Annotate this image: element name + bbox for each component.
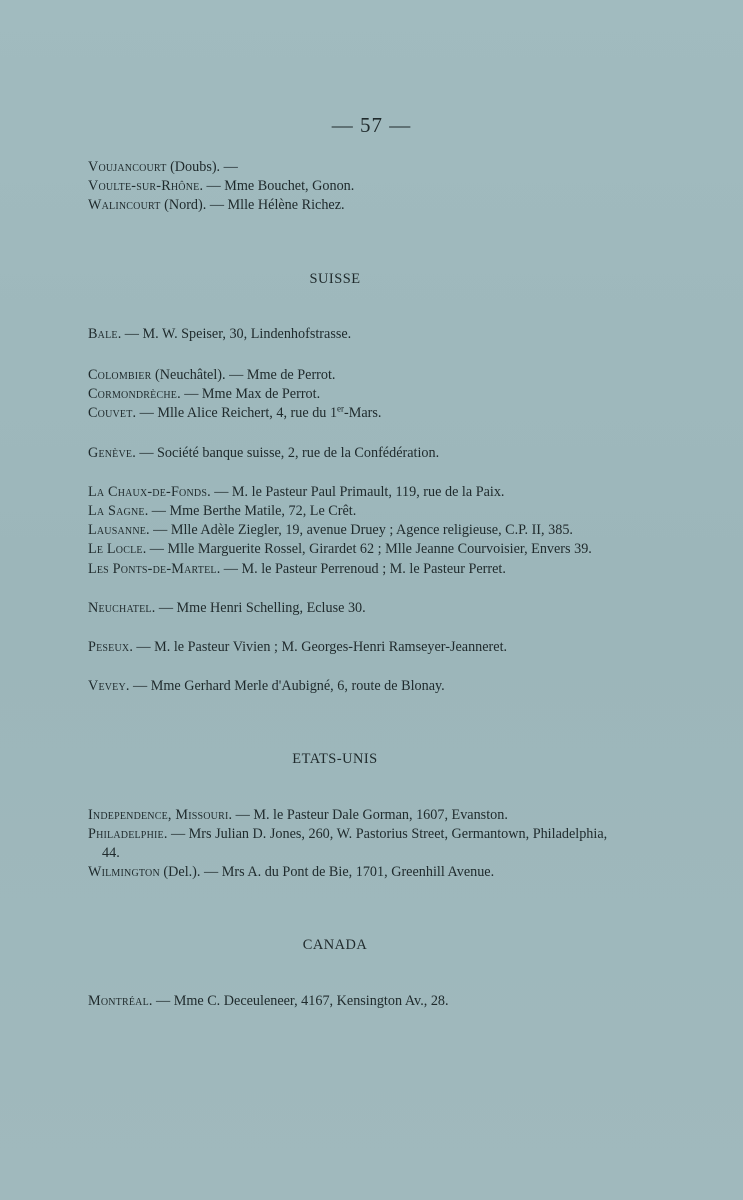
entry-text: (Doubs). — [166, 159, 238, 175]
place-name: Vevey [88, 678, 126, 695]
list-item [88, 540, 618, 559]
list-item [88, 863, 618, 882]
place-name: Couvet [88, 405, 133, 422]
entry-text: (Nord). — Mlle Hélène Richez. [160, 197, 345, 214]
entry-text: . — Mme C. Deceuleneer, 4167, Kensington Av., 28. [148, 992, 449, 1009]
place-name: Les Ponts-de-Martel [88, 560, 217, 577]
entry-text: . — M. le Pasteur Perrenoud ; M. le Pasteur Perret. [216, 560, 506, 577]
entry-text: (Del.). — Mrs A. du Pont de Bie, 1701, Greenhill Avenue. [159, 864, 495, 881]
place-name: Genève [88, 444, 133, 461]
place-name: Neuchatel [88, 599, 152, 616]
place-name: Colombier [88, 367, 152, 384]
entry-text: . — Mme Berthe Matile, 72, Le Crêt. [144, 503, 357, 520]
entry-text: . — Mlle Adèle Ziegler, 19, avenue Druey ; Agence religieuse, C.P. II, 385. [146, 522, 573, 539]
list-item [88, 521, 618, 540]
place-name: Bale [88, 325, 118, 342]
place-name: Cormondrèche [88, 386, 178, 403]
place-name: Philadelphie [88, 825, 164, 842]
list-item [88, 825, 618, 863]
entry-text: . — Mlle Marguerite Rossel, Girardet 62 ; Mlle Jeanne Courvoisier, Envers 39. [142, 541, 592, 558]
entry-text: . — Mme Henri Schelling, Ecluse 30. [151, 599, 366, 616]
place-name: Walincourt [88, 197, 161, 214]
list-item [88, 992, 618, 1011]
entry-text: . — M. W. Speiser, 30, Lindenhofstrasse. [117, 325, 352, 342]
list-item [88, 483, 618, 502]
entry-text: . — M. le Pasteur Paul Primault, 119, rue de la Paix. [207, 483, 505, 500]
list-item [88, 599, 618, 618]
entry-text: . — Mrs Julian D. Jones, 260, W. Pastorius Street, Germantown, Philadelphia, 44. [102, 825, 608, 862]
place-name: Independence, Missouri [88, 806, 229, 823]
entry-text: . — M. le Pasteur Vivien ; M. Georges-Henri Ramseyer-Jeanneret. [129, 639, 508, 656]
entry-text: . — M. le Pasteur Dale Gorman, 1607, Evanston. [228, 806, 508, 823]
place-name: La Chaux-de-Fonds [88, 483, 208, 500]
entry-text: (Neuchâtel). — Mme de Perrot. [151, 367, 336, 384]
list-item [88, 385, 618, 404]
entry-text: . — Mme Max de Perrot. [177, 386, 321, 403]
entry-text: . — Mme Gerhard Merle d'Aubigné, 6, route de Blonay. [125, 678, 445, 695]
place-name: Lausanne [88, 522, 147, 539]
place-name: Voujancourt [88, 159, 167, 175]
list-item [88, 677, 618, 696]
list-item [88, 806, 618, 825]
section-title-canada: CANADA [302, 937, 368, 954]
directory-content [88, 158, 618, 1011]
list-item [88, 444, 618, 463]
section-title-suisse: SUISSE [309, 270, 361, 287]
list-item [88, 366, 618, 385]
entry-text: . — Mme Bouchet, Gonon. [199, 178, 355, 195]
entry-text: . — Mlle Alice Reichert, 4, rue du 1 [132, 405, 338, 422]
list-item [88, 196, 618, 215]
place-name: Voulte-sur-Rhône [88, 178, 200, 195]
page-number: — 57 — [331, 113, 412, 137]
entry-text-tail: -Mars. [344, 405, 382, 422]
list-item [88, 502, 618, 521]
place-name: Le Locle [88, 541, 143, 558]
place-name: Montréal [88, 992, 149, 1009]
list-item [88, 404, 618, 423]
list-item [88, 638, 618, 657]
list-item [88, 560, 618, 579]
ordinal-suffix: er [337, 403, 345, 414]
place-name: La Sagne [88, 503, 145, 520]
place-name: Wilmington [88, 864, 160, 881]
place-name: Peseux [88, 639, 130, 656]
list-item [88, 325, 618, 344]
list-item [88, 177, 618, 196]
entry-text: . — Société banque suisse, 2, rue de la Confédération. [132, 444, 440, 461]
list-item [88, 158, 618, 177]
section-title-etats-unis: ETATS-UNIS [292, 751, 378, 768]
